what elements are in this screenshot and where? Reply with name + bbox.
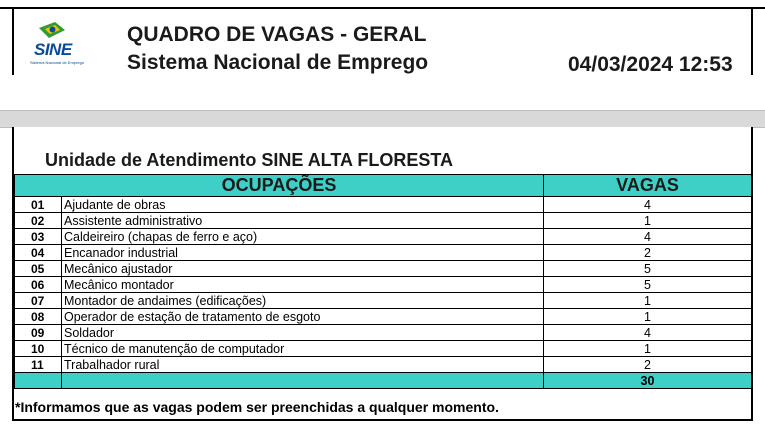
row-occupation: Caldeireiro (chapas de ferro e aço) <box>62 229 544 245</box>
footnote: *Informamos que as vagas podem ser preenchidas a qualquer momento. <box>15 399 499 415</box>
table-header-row <box>15 175 752 197</box>
page-subtitle: Sistema Nacional de Emprego <box>127 51 429 74</box>
table-row <box>15 245 752 261</box>
page-title: QUADRO DE VAGAS - GERAL <box>127 23 427 46</box>
table-row <box>15 341 752 357</box>
row-occupation: Encanador industrial <box>62 245 544 261</box>
row-vacancies: 5 <box>544 261 752 277</box>
row-vacancies: 2 <box>544 245 752 261</box>
row-number: 02 <box>15 213 62 229</box>
table-row <box>15 261 752 277</box>
row-number: 04 <box>15 245 62 261</box>
row-number: 09 <box>15 325 62 341</box>
row-number: 03 <box>15 229 62 245</box>
occupations-header: OCUPAÇÕES <box>15 175 544 197</box>
header <box>0 0 765 110</box>
table-row <box>15 197 752 213</box>
row-vacancies: 1 <box>544 293 752 309</box>
row-number: 10 <box>15 341 62 357</box>
row-occupation: Assistente administrativo <box>62 213 544 229</box>
row-vacancies: 1 <box>544 341 752 357</box>
total-empty-cell <box>15 373 62 389</box>
sine-logo <box>28 20 88 66</box>
row-vacancies: 2 <box>544 357 752 373</box>
row-number: 01 <box>15 197 62 213</box>
total-empty-cell <box>62 373 544 389</box>
header-border-right <box>751 7 753 75</box>
row-occupation: Soldador <box>62 325 544 341</box>
row-number: 05 <box>15 261 62 277</box>
total-vacancies: 30 <box>544 373 752 389</box>
row-number: 11 <box>15 357 62 373</box>
row-occupation: Mecânico ajustador <box>62 261 544 277</box>
row-occupation: Ajudante de obras <box>62 197 544 213</box>
table-row <box>15 357 752 373</box>
header-border-left <box>12 7 14 75</box>
row-number: 06 <box>15 277 62 293</box>
row-occupation: Montador de andaimes (edificações) <box>62 293 544 309</box>
row-occupation: Técnico de manutenção de computador <box>62 341 544 357</box>
row-vacancies: 1 <box>544 309 752 325</box>
vacancies-table <box>14 174 752 389</box>
report-datetime: 04/03/2024 12:53 <box>568 53 733 76</box>
total-row <box>15 373 752 389</box>
row-number: 08 <box>15 309 62 325</box>
header-border-top <box>0 7 765 9</box>
row-occupation: Mecânico montador <box>62 277 544 293</box>
table-body <box>15 197 752 389</box>
table-row <box>15 309 752 325</box>
row-occupation: Operador de estação de tratamento de esgoto <box>62 309 544 325</box>
row-number: 07 <box>15 293 62 309</box>
logo-text: SINE <box>34 40 72 59</box>
row-occupation: Trabalhador rural <box>62 357 544 373</box>
row-vacancies: 5 <box>544 277 752 293</box>
vacancies-header: VAGAS <box>544 175 752 197</box>
table-row <box>15 213 752 229</box>
row-vacancies: 4 <box>544 325 752 341</box>
table-row <box>15 325 752 341</box>
table-row <box>15 293 752 309</box>
row-vacancies: 4 <box>544 197 752 213</box>
logo-subtext: Sistema Nacional de Emprego <box>30 60 85 65</box>
table-row <box>15 277 752 293</box>
row-vacancies: 1 <box>544 213 752 229</box>
row-vacancies: 4 <box>544 229 752 245</box>
unit-title: Unidade de Atendimento SINE ALTA FLORESTA <box>45 150 453 170</box>
table-row <box>15 229 752 245</box>
panel-border-bottom <box>12 419 753 421</box>
gray-separator <box>0 110 765 128</box>
